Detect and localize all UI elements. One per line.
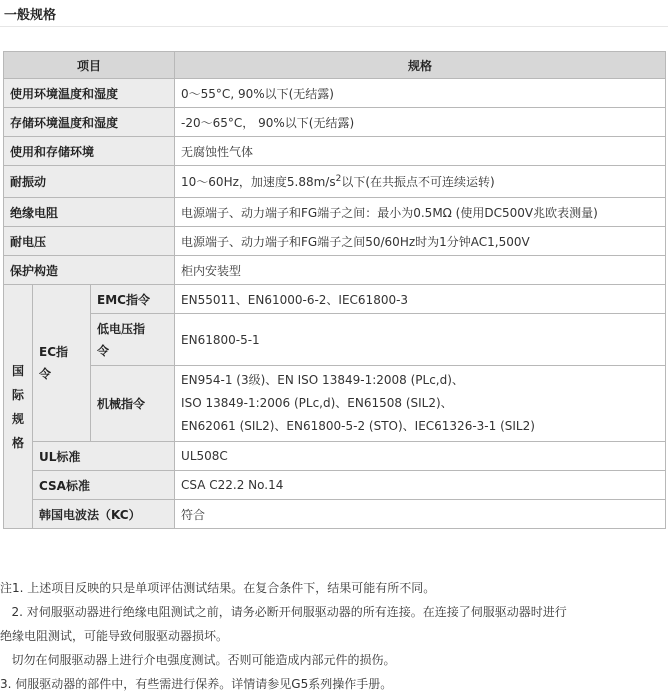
table-row: [4, 285, 666, 314]
label-char: 国: [11, 363, 24, 378]
label-line: 低电压指: [97, 321, 146, 336]
value-line: EN62061 (SIL2)、EN61800-5-2 (STO)、IEC61326-3-1 (SIL2): [181, 419, 535, 433]
table-row: [4, 471, 666, 500]
vibration-text: 10～60Hz，加速度5.88m/s: [181, 175, 336, 189]
emc-label: EMC指令: [91, 285, 175, 314]
label-char: 规: [11, 411, 24, 426]
row-label: 使用环境温度和湿度: [4, 79, 175, 108]
table-row: [4, 500, 666, 529]
row-label: 使用和存储环境: [4, 137, 175, 166]
note-line: 切勿在伺服驱动器上进行介电强度测试。否则可能造成内部元件的损伤。: [0, 653, 396, 667]
table-row: [4, 314, 666, 366]
row-value: -20～65°C， 90%以下(无结露): [175, 108, 666, 137]
table-row: [4, 108, 666, 137]
table-row: [4, 227, 666, 256]
note-line: 2. 对伺服驱动器进行绝缘电阻测试之前，请务必断开伺服驱动器的所有连接。在连接了伺服驱动器时进行: [0, 605, 567, 619]
csa-label: CSA标准: [33, 471, 175, 500]
table-row: [4, 79, 666, 108]
row-label: 绝缘电阻: [4, 198, 175, 227]
emc-value: EN55011、EN61000-6-2、IEC61800-3: [175, 285, 666, 314]
low-voltage-label: [91, 314, 175, 366]
row-value: 0～55°C, 90%以下(无结露): [175, 79, 666, 108]
kc-value: 符合: [175, 500, 666, 529]
row-value: 电源端子、动力端子和FG端子之间：最小为0.5MΩ (使用DC500V兆欧表测量): [175, 198, 666, 227]
row-label: 保护构造: [4, 256, 175, 285]
spec-table: [3, 51, 666, 529]
table-row: [4, 137, 666, 166]
table-row: [4, 166, 666, 198]
label-line: 令: [39, 367, 52, 381]
header-spec: 规格: [175, 52, 666, 79]
ul-label: UL标准: [33, 442, 175, 471]
row-value: 电源端子、动力端子和FG端子之间50/60Hz时为1分钟AC1,500V: [175, 227, 666, 256]
row-label: 耐振动: [4, 166, 175, 198]
low-voltage-value: EN61800-5-1: [175, 314, 666, 366]
table-row: [4, 256, 666, 285]
title-divider: [0, 26, 668, 27]
row-label: 耐电压: [4, 227, 175, 256]
intl-standards-label: [4, 285, 33, 529]
label-line: 令: [97, 343, 110, 358]
label-line: EC指: [39, 345, 69, 359]
table-row: [4, 198, 666, 227]
header-item: 项目: [4, 52, 175, 79]
ul-value: UL508C: [175, 442, 666, 471]
machinery-value: [175, 366, 666, 442]
superscript: 2: [335, 174, 342, 184]
machinery-label: 机械指令: [91, 366, 175, 442]
row-label: 存储环境温度和湿度: [4, 108, 175, 137]
value-line: EN954-1 (3级)、EN ISO 13849-1:2008 (PLc,d)、: [181, 373, 464, 387]
note-line: 注1. 上述项目反映的只是单项评估测试结果。在复合条件下，结果可能有所不同。: [0, 581, 436, 595]
row-value: [175, 166, 666, 198]
ec-directive-label: [33, 285, 91, 442]
table-row: [4, 442, 666, 471]
label-char: 际: [11, 387, 24, 402]
notes: [0, 576, 668, 696]
page-title: 一般规格: [4, 8, 57, 23]
label-char: 格: [11, 435, 24, 450]
note-line: 绝缘电阻测试，可能导致伺服驱动器损坏。: [0, 629, 229, 643]
row-value: 无腐蚀性气体: [175, 137, 666, 166]
kc-label: 韩国电波法（KC）: [33, 500, 175, 529]
note-line: 3. 伺服驱动器的部件中，有些需进行保养。详情请参见G5系列操作手册。: [0, 677, 393, 691]
table-row: [4, 366, 666, 442]
table-header-row: [4, 52, 666, 79]
row-value: 柜内安装型: [175, 256, 666, 285]
vibration-text-tail: 以下(在共振点不可连续运转): [341, 175, 495, 189]
value-line: ISO 13849-1:2006 (PLc,d)、EN61508 (SIL2)、: [181, 396, 453, 410]
csa-value: CSA C22.2 No.14: [175, 471, 666, 500]
